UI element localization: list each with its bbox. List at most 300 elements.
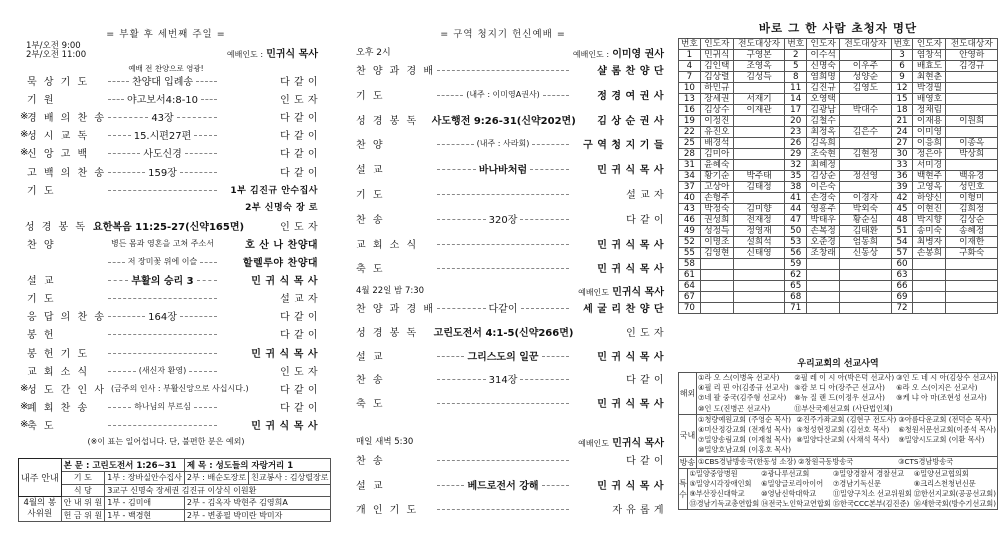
order-person: 다 같 이: [280, 402, 319, 414]
mission-item: ②광나루선교회: [761, 468, 810, 478]
mission-item: ⑤청성현정교회 (김선호 목사): [796, 425, 890, 435]
leader-dots: [530, 169, 569, 170]
invitation-cell: 서재기: [733, 94, 784, 105]
leader-dots: [437, 485, 464, 486]
invitation-cell: 이응희: [913, 138, 946, 149]
order-row: [20, 417, 318, 432]
invitation-cell: 25: [679, 138, 701, 149]
order-row: [20, 345, 318, 360]
invitation-cell: 66: [891, 281, 913, 292]
invitation-cell: 47: [785, 215, 807, 226]
mission-item: [895, 404, 997, 414]
invitation-cell: 62: [785, 270, 807, 281]
invitation-table-body: [679, 50, 998, 314]
invitation-cell: 이은숙: [807, 182, 840, 193]
order-person: 다 같 이: [280, 312, 318, 324]
invitation-cell: 김상순: [807, 171, 840, 182]
usher-label: 안 내 위 원: [61, 497, 105, 510]
order-label: 고 백 의 찬 송: [27, 167, 107, 179]
invitation-cell: 최병자: [913, 237, 946, 248]
leader-dots: [437, 169, 476, 170]
order-label: 설 교: [356, 165, 385, 177]
invitation-cell: 19: [679, 116, 701, 127]
invitation-cell: 2: [785, 50, 807, 61]
invitation-cell: 김진규: [807, 83, 840, 94]
invitation-cell: 오영택: [807, 94, 840, 105]
service-leader: [227, 45, 318, 60]
leader-dots: [521, 308, 570, 309]
table-row: [679, 61, 998, 72]
invitation-cell: 이원희: [946, 116, 998, 127]
order-label: 폐 회 찬 송: [27, 402, 90, 414]
invitation-cell: 정선영: [840, 171, 891, 182]
invitation-cell: 김성득: [733, 72, 784, 83]
mission-item: ⑧크리스천청년신문: [913, 478, 976, 488]
leader-dots: [201, 99, 217, 100]
invitation-cell: [733, 281, 784, 292]
dining-label: 식 당: [61, 484, 105, 497]
mission-item: ③인 도 네 시 아(김상수 선교사): [896, 373, 996, 382]
order-row: [20, 145, 318, 160]
leader-dots: [542, 485, 569, 486]
invitation-cell: 54: [891, 237, 913, 248]
mission-box: [678, 372, 998, 510]
invitation-cell: 31: [679, 160, 701, 171]
prelude-note: 예배 전 찬양으로 영광!: [128, 64, 204, 73]
invitation-cell: [840, 270, 891, 281]
invitation-cell: 68: [785, 292, 807, 303]
s1-leader: [573, 45, 664, 60]
leader-dots: [437, 70, 569, 71]
order-label: 찬 송: [356, 375, 385, 387]
invitation-cell: [840, 259, 891, 270]
leader-dots: [108, 153, 140, 154]
dining-team: 3교구 신명숙 장세권 김진규 이상식 이원환: [105, 484, 331, 497]
invitation-cell: 송미숙: [913, 226, 946, 237]
invitation-cell: 50: [785, 226, 807, 237]
mission-group-label: 해외: [679, 373, 697, 414]
invitation-header-cell: 인도자: [700, 39, 733, 50]
order-row: [20, 200, 318, 213]
mission-item: ⑦네 팔 중국(김주형 선교사): [698, 393, 787, 403]
leader-name: 민귀식 목사: [266, 49, 318, 60]
order-person: 민 귀 식 목 사: [251, 420, 318, 432]
invitation-cell: [946, 259, 998, 270]
invitation-cell: [913, 270, 946, 281]
invitation-cell: 41: [785, 193, 807, 204]
invitation-cell: [840, 138, 891, 149]
invitation-cell: 박주태: [733, 171, 784, 182]
mission-title: 우리교회의 선교사역: [797, 359, 879, 369]
order-item: 베드로전서 강해: [467, 480, 539, 492]
order-label: 성 경 봉 독: [356, 327, 419, 339]
order-row: [356, 136, 664, 151]
order-row: [20, 164, 318, 179]
mission-item: ⑦경남기독신문: [832, 478, 881, 488]
invitation-cell: 이형미: [946, 193, 998, 204]
invitation-cell: 박태우: [807, 215, 840, 226]
invitation-cell: 69: [891, 292, 913, 303]
order-label: 축 도: [356, 399, 385, 411]
order-item: 사도신경: [143, 149, 182, 161]
invitation-cell: 황기순: [700, 171, 733, 182]
mission-item: ⑩밀양호남교회 (이홍호 목사): [698, 445, 791, 455]
order-row: [356, 87, 664, 102]
leader-dots: [196, 81, 217, 82]
invitation-cell: 황순심: [840, 215, 891, 226]
mission-item: ⑥밀양글로리아이어: [761, 478, 824, 488]
mission-item: ⑤밀양시각장애인회: [689, 478, 752, 488]
s2-leader-name: 민귀식 목사: [612, 287, 664, 298]
invitation-cell: 27: [891, 138, 913, 149]
invitation-cell: 28: [679, 149, 701, 160]
usher-first: 1부 - 김미애: [105, 497, 185, 510]
leader-dots: [437, 268, 569, 269]
invitation-cell: 5: [785, 61, 807, 72]
s2-leader-label: 예배인도: [578, 288, 610, 297]
invitation-cell: [946, 83, 998, 94]
order-person: 다 같 이: [280, 330, 318, 342]
mission-item: ②진주가좌교회 (김현구 전도사): [796, 414, 897, 424]
s3-time: 매일 새벽 5:30: [356, 437, 414, 447]
mission-group: [679, 414, 997, 456]
table-row: [679, 149, 998, 160]
invitation-cell: 유진오: [700, 127, 733, 138]
next-week-table: [18, 458, 331, 522]
table-row: [679, 171, 998, 182]
invitation-cell: [840, 116, 891, 127]
invitation-cell: 10: [679, 83, 701, 94]
invitation-header-cell: 번호: [679, 39, 701, 50]
mission-item: ⑨케 냐 아 마(조현성 선교사): [896, 393, 987, 403]
order-person: 다 같 이: [280, 167, 318, 179]
invitation-cell: 48: [891, 215, 913, 226]
invitation-cell: 조영옥: [733, 61, 784, 72]
order-item: 저 장미꽃 위에 이슬: [127, 257, 198, 266]
table-row: [679, 50, 998, 61]
invitation-header-cell: 전도대상자: [840, 39, 891, 50]
order-item: 43장: [151, 113, 174, 125]
order-label: 성 도 간 인 사: [27, 384, 107, 396]
leader-dots: [437, 460, 569, 461]
next-week-subject: 제 목 : 성도들의 자랑거리 1: [184, 459, 331, 472]
invitation-header-cell: 번호: [891, 39, 913, 50]
invitation-header-cell: 번호: [785, 39, 807, 50]
invitation-cell: 영흥주: [807, 204, 840, 215]
footnote: (※이 표는 일어섭니다. 단, 불편한 분은 예외): [87, 437, 245, 446]
order-person: 다 같 이: [280, 384, 318, 396]
leader-dots: [437, 403, 569, 404]
invitation-cell: 이우주: [840, 61, 891, 72]
order-row: [356, 501, 664, 516]
order-person: 할렐루야 찬양대: [242, 258, 319, 269]
invitation-cell: 윤혜숙: [700, 160, 733, 171]
order-person: 자 유 롭 게: [612, 505, 664, 516]
order-row: [356, 260, 664, 275]
leader-dots: [520, 379, 569, 380]
order-row: [356, 62, 664, 77]
invitation-cell: [733, 193, 784, 204]
order-person: 다 같 이: [626, 214, 664, 226]
mission-item: ⑪부산국제선교회 (사단법인체): [794, 403, 893, 413]
mission-item: ①CBS경남방송국(한동성 소장): [698, 456, 797, 466]
order-person: 다 같 이: [280, 149, 319, 161]
mission-item: ③아름다운교회 (전덕순 목사): [898, 414, 992, 424]
invitation-cell: [733, 138, 784, 149]
order-item: 고린도전서 4:1-5(신약266면): [433, 327, 574, 339]
order-row: [356, 112, 664, 127]
invitation-cell: 신태영: [733, 248, 784, 259]
mission-item: ⑬경남기독교총연합회: [689, 499, 760, 509]
table-row: [679, 193, 998, 204]
table-row: [679, 204, 998, 215]
invitation-cell: 김광남: [807, 105, 840, 116]
invitation-header-cell: 전도대상자: [733, 39, 784, 50]
order-label: 찬 양 과 경 배: [356, 304, 436, 315]
order-row: [356, 348, 664, 363]
leader-dots: [194, 135, 217, 136]
invitation-cell: 24: [891, 127, 913, 138]
invitation-cell: [700, 303, 733, 314]
invitation-cell: 4: [679, 61, 701, 72]
offering-second: 2부 - 변종필 박미란 박미자: [184, 509, 331, 522]
s1-leader-name: 이미영 권사: [612, 49, 664, 60]
mission-item: ①청량예원교회 (주영순 목사): [698, 414, 791, 424]
order-row: [356, 186, 664, 201]
order-item: 요한복음 11:25-27(신약165면): [93, 221, 245, 233]
invitation-cell: [700, 292, 733, 303]
leader-dots: [532, 144, 569, 145]
invitation-cell: 성정득: [700, 226, 733, 237]
invitation-cell: 이미영: [913, 127, 946, 138]
leader-dots: [177, 117, 217, 118]
invitation-cell: 39: [891, 182, 913, 193]
next-week-text: 본 문 : 고린도전서 1:26~31: [61, 459, 184, 472]
invitation-cell: 안영하: [946, 50, 998, 61]
invitation-cell: 13: [679, 94, 701, 105]
invitation-cell: 정은아: [913, 149, 946, 160]
invitation-cell: 45: [891, 204, 913, 215]
order-label: 기 도: [27, 294, 56, 306]
invitation-cell: 34: [679, 171, 701, 182]
order-row: [356, 161, 664, 176]
stand-mark: ※: [20, 400, 29, 412]
invitation-cell: 이종옥: [946, 138, 998, 149]
order-row: [20, 218, 318, 233]
invitation-cell: [807, 270, 840, 281]
order-label: 신 앙 고 백: [27, 149, 90, 161]
table-row: [679, 248, 998, 259]
invitation-cell: 14: [785, 94, 807, 105]
invitation-cell: 하양신: [913, 193, 946, 204]
order-label: 설 교: [356, 351, 385, 363]
invitation-cell: [733, 270, 784, 281]
mission-item: ⑭전국노인학교연합회: [761, 499, 831, 509]
invitation-cell: 박지향: [913, 215, 946, 226]
order-row: [356, 236, 664, 251]
mission-group-label: 방송: [679, 457, 696, 467]
offering-first: 1부 - 백경현: [105, 509, 185, 522]
invitation-cell: [807, 303, 840, 314]
leader-dots: [520, 219, 569, 220]
invitation-cell: 8: [785, 72, 807, 83]
leader-dots: [108, 81, 129, 82]
order-person: 다 같 이: [280, 77, 319, 88]
order-label: 찬 송: [356, 456, 385, 467]
invitation-cell: 52: [679, 237, 701, 248]
invitation-cell: 장세권: [700, 94, 733, 105]
invitation-cell: [733, 116, 784, 127]
invitation-table: [678, 38, 998, 314]
leader-dots: [437, 379, 486, 380]
invitation-cell: [946, 160, 998, 171]
invitation-header-cell: 전도대상자: [946, 39, 998, 50]
order-label: 응 답 의 찬 송: [27, 312, 107, 324]
invitation-cell: 김상수: [700, 105, 733, 116]
s3-leader-name: 민귀식 목사: [612, 438, 664, 449]
mission-item: ②필 레 이 시 아(박은덕 선교사): [794, 373, 895, 382]
invitation-cell: 손형주: [700, 193, 733, 204]
order-item: 찬양대 입례송: [131, 77, 194, 88]
leader-dots: [437, 308, 486, 309]
invitation-cell: 71: [785, 303, 807, 314]
mission-item: ⑤캄 보 디 아(장주근 선교사): [794, 383, 885, 393]
invitation-cell: [913, 281, 946, 292]
s1-time: 오후 2시: [356, 48, 391, 58]
invitation-cell: [840, 50, 891, 61]
order-label: 찬 양: [356, 140, 385, 152]
invitation-cell: [733, 292, 784, 303]
invitation-cell: 신동상: [840, 248, 891, 259]
order-person: 민 귀 식 목 사: [597, 239, 664, 251]
invitation-cell: 42: [891, 193, 913, 204]
leader-dots: [108, 425, 217, 426]
order-item: (내주 : 사라회): [476, 139, 530, 149]
leader-dots: [437, 356, 464, 357]
invitation-cell: 염창석: [913, 50, 946, 61]
invitation-cell: 9: [891, 72, 913, 83]
invitation-cell: 조창래: [807, 248, 840, 259]
prayer-label: 기 도: [61, 472, 105, 485]
order-label: 기 도: [27, 185, 56, 197]
leader-dots: [108, 172, 145, 173]
offering-label: 헌 금 위 원: [61, 509, 105, 522]
order-label: 묵 상 기 도: [27, 77, 90, 88]
leader-label: 예배인도 :: [226, 50, 264, 59]
order-row: [356, 371, 664, 386]
invitation-cell: 23: [785, 127, 807, 138]
invitation-cell: 손봉희: [913, 248, 946, 259]
invitation-cell: 43: [679, 204, 701, 215]
mission-group: [679, 468, 997, 510]
stand-mark: ※: [20, 418, 29, 430]
order-person: 1부 김진규 안수집사: [230, 185, 318, 196]
invitation-cell: 정채림: [913, 105, 946, 116]
order-row: [20, 399, 318, 414]
order-row: [20, 254, 318, 269]
usher-second: 2부 - 김옥자 박현주 김영희A: [184, 497, 331, 510]
invitation-header-cell: 인도자: [807, 39, 840, 50]
invitation-cell: 22: [679, 127, 701, 138]
order-person: 김 상 순 권 사: [597, 115, 664, 127]
fellowship: 친교봉사 : 김상렬장로: [249, 472, 331, 485]
leader-dots: [108, 190, 217, 191]
stand-mark: ※: [20, 147, 29, 159]
s3-leader-label: 예배인도: [578, 439, 610, 448]
invitation-column: [676, 0, 1000, 541]
order-label: 교 회 소 식: [356, 239, 419, 251]
service-times: [26, 42, 86, 60]
order-item: (금주의 인사 : 부활신앙으로 사십시다.): [111, 383, 249, 393]
table-row: [679, 182, 998, 193]
next-week-title: 내주 안내: [19, 459, 62, 497]
leader-dots: [197, 280, 217, 281]
invitation-cell: 전재정: [733, 215, 784, 226]
order-person: 호 산 나 찬양대: [245, 239, 319, 251]
invitation-cell: 김철수: [807, 116, 840, 127]
order-item: (내주 : 이미영A권사): [466, 89, 540, 99]
order-label: 설 교: [356, 480, 385, 492]
order-item: 320장: [488, 214, 518, 226]
order-person: 세 굴 리 찬 양 단: [583, 304, 665, 315]
invitation-cell: 58: [679, 259, 701, 270]
invitation-cell: [946, 94, 998, 105]
table-row: [679, 127, 998, 138]
table-row: [679, 215, 998, 226]
leader-dots: [437, 144, 474, 145]
leader-dots: [108, 262, 125, 263]
invitation-cell: 배영호: [913, 94, 946, 105]
leader-dots: [108, 316, 145, 317]
invitation-cell: 성양순: [840, 72, 891, 83]
invitation-cell: 최혜정: [807, 160, 840, 171]
leader-dots: [437, 194, 569, 195]
order-row: [20, 363, 318, 378]
invitation-cell: 37: [679, 182, 701, 193]
invitation-cell: 김미향: [733, 204, 784, 215]
order-row: [20, 308, 318, 323]
order-person: 민 귀 식 목 사: [251, 276, 319, 288]
stand-mark: ※: [20, 111, 29, 123]
invitation-cell: 설희석: [733, 237, 784, 248]
invitation-cell: 권성희: [700, 215, 733, 226]
order-person: 다 같 이: [626, 456, 664, 467]
invitation-cell: 김현정: [840, 149, 891, 160]
leader-dots: [108, 99, 124, 100]
order-row: [356, 324, 664, 339]
order-label: 성 경 봉 독: [356, 115, 419, 127]
invitation-cell: 61: [679, 270, 701, 281]
mission-group: [679, 456, 997, 468]
stand-mark: ※: [20, 129, 29, 141]
s3-leader: [578, 434, 664, 449]
invitation-cell: 고상아: [700, 182, 733, 193]
mission-item: ⑮한국CCC본부(김진준): [832, 499, 910, 509]
mission-item: ⑩인 도(진병곤 선교사): [698, 403, 771, 413]
invitation-cell: [700, 259, 733, 270]
invitation-cell: 김영도: [840, 83, 891, 94]
invitation-cell: [913, 259, 946, 270]
mission-item: ⑨밀양시도교회 (이환 목사): [898, 435, 985, 445]
invitation-cell: [807, 259, 840, 270]
invitation-cell: 32: [785, 160, 807, 171]
mission-item: ⑦밀양송림교회 (이재철 목사): [698, 435, 791, 445]
leader-dots: [108, 353, 217, 354]
mission-item: ⑥라 오 스(이지은 선교사): [896, 383, 978, 393]
table-row: [679, 116, 998, 127]
invitation-cell: 김태정: [733, 182, 784, 193]
time-second: 2부/오전 11:00: [26, 50, 87, 60]
